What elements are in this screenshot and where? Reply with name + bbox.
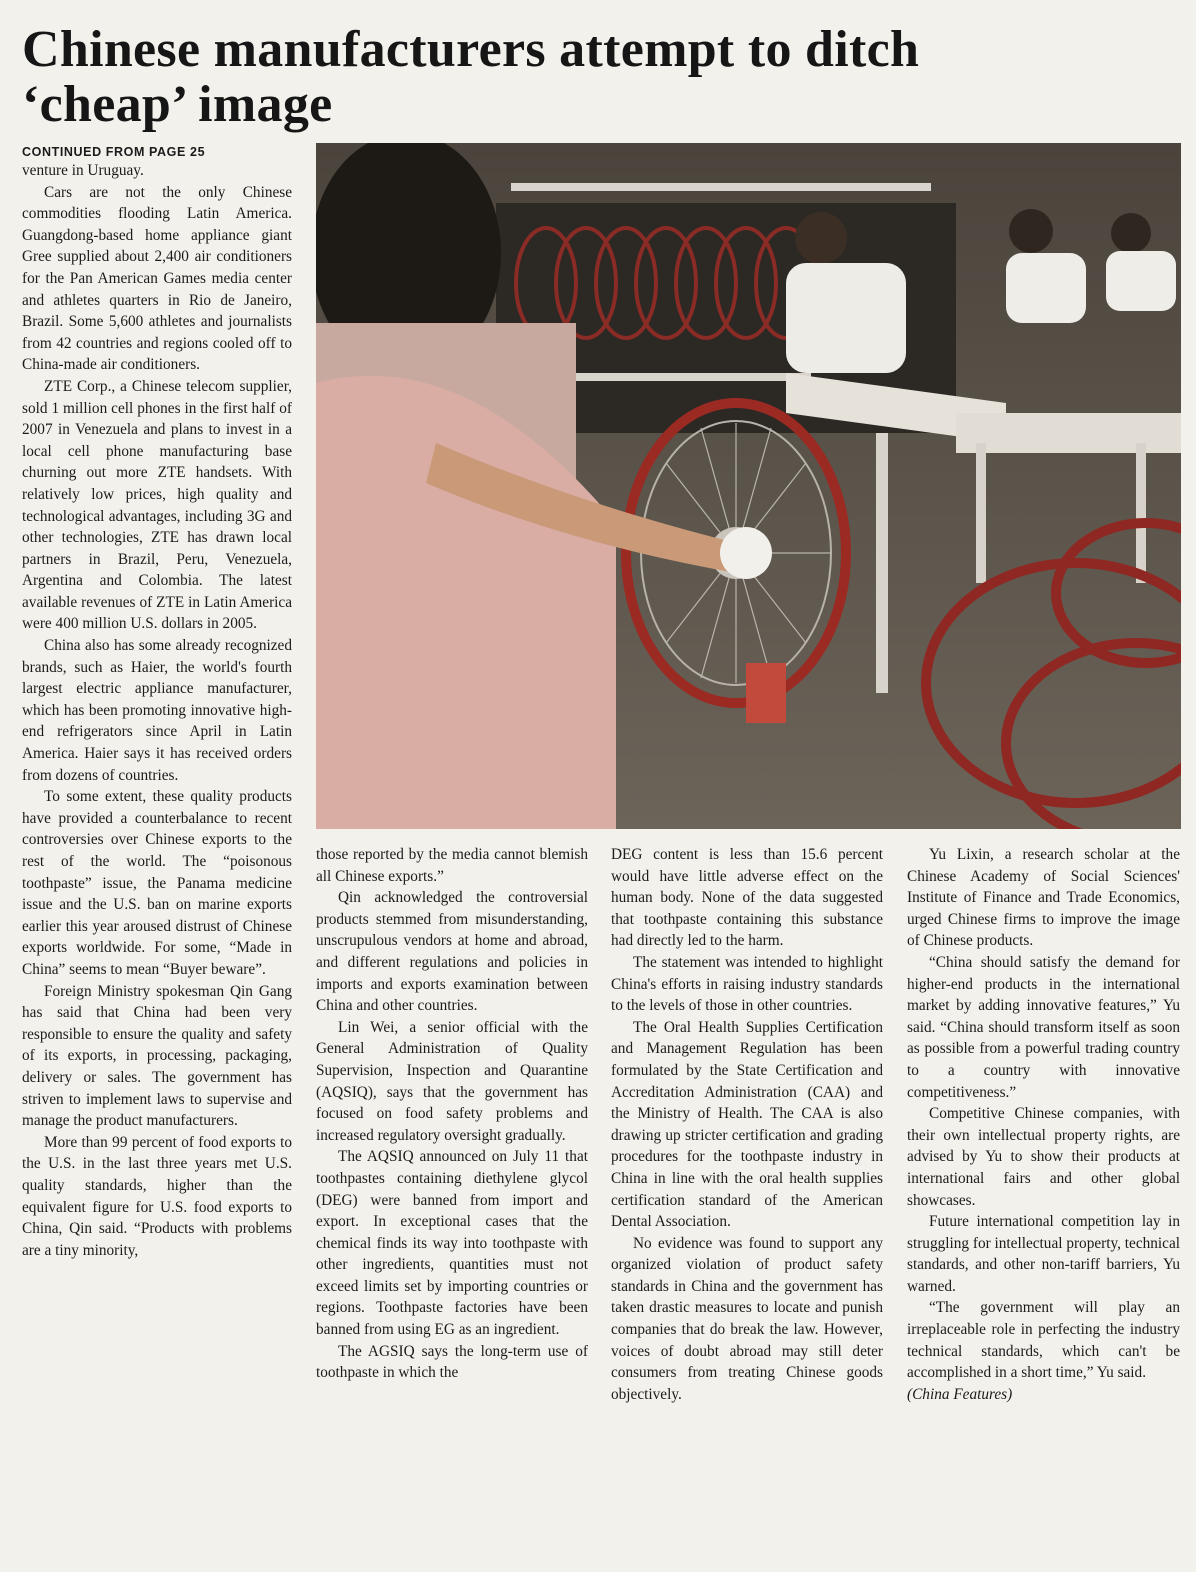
paragraph: ZTE Corp., a Chinese telecom supplier, sold 1 million cell phones in the first half of 2007 in Venezuela and plans to invest in a local cell phone manufacturing base churning out more ZTE handsets. With relatively low prices, high quality and technological advantages, including 3G and other technologies, ZTE has drawn local partners in Brazil, Peru, Venezuela, Argentina and Colombia. The latest available revenues of ZTE in Latin America were 400 million U.S. dollars in 2005. <box>22 377 292 633</box>
paragraph: “China should satisfy the demand for higher-end products in the international market by adding innovative features,” Yu said. “China should transform itself as soon as possible from a powerful trading country to a country with innovative competitiveness.” <box>907 953 1180 1101</box>
factory-photo <box>316 143 1181 829</box>
paragraph: Lin Wei, a senior official with the General Administration of Quality Supervision, Inspection and Quarantine (AQSIQ), says that the government has focused on food safety problems and increased regulatory oversight gradually. <box>316 1018 588 1144</box>
article-credit: (China Features) <box>907 1385 1013 1403</box>
paragraph: The AGSIQ says the long-term use of toothpaste in which the <box>316 1342 588 1382</box>
paragraph: The statement was intended to highlight China's efforts in raising industry standards to the levels of those in other countries. <box>611 953 883 1015</box>
paragraph: Qin acknowledged the controversial products stemmed from misunderstanding, unscrupulous vendors at home and abroad, and different regulations and policies in imports and exports examination between China and other countries. <box>316 889 588 1015</box>
paragraph: No evidence was found to support any organized violation of product safety standards in China and the government has taken drastic measures to locate and punish companies that do break the law. However, voices of doubt abroad may still deter consumers from treating Chinese goods objectively. <box>611 1234 883 1403</box>
paragraph: Competitive Chinese companies, with their own intellectual property rights, are advised by Yu to show their products at international fairs and other global showcases. <box>907 1105 1180 1209</box>
paragraph: those reported by the media cannot blemish all Chinese exports.” <box>316 846 588 885</box>
headline <box>22 22 1022 132</box>
paragraph: Foreign Ministry spokesman Qin Gang has said that China had been very responsible to ensure the quality and safety of its exports, in processing, packaging, delivery or sales. The government has striven to implement laws to supervise and manage the product manufacturers. <box>22 982 292 1130</box>
paragraph: venture in Uruguay. <box>22 162 144 179</box>
headline-line-2: ‘cheap’ image <box>22 76 333 133</box>
paragraph: Yu Lixin, a research scholar at the Chinese Academy of Social Sciences' Institute of Finance and Trade Economics, urged Chinese firms to improve the image of Chinese products. <box>907 846 1180 950</box>
continued-from-label: CONTINUED FROM PAGE 25 <box>22 145 206 159</box>
paragraph: More than 99 percent of food exports to the U.S. in the last three years met U.S. quality standards, higher than the equivalent figure for U.S. food exports to China, Qin said. “Products with problems are a tiny minority, <box>22 1133 292 1259</box>
paragraph: Cars are not the only Chinese commodities flooding Latin America. Guangdong-based home appliance giant Gree supplied about 2,400 air conditioners for the Pan American Games media center and athletes quarters in Rio de Janeiro, Brazil. Some 5,600 athletes and journalists from 42 countries and regions cooled off to China-made air conditioners. <box>22 183 292 374</box>
paragraph: China also has some already recognized brands, such as Haier, the world's fourth largest electric appliance manufacturer, which has been promoting innovative high-end refrigerators since April in Latin America. Haier says it has received orders from dozens of countries. <box>22 637 292 784</box>
headline-line-1: Chinese manufacturers attempt to ditch <box>22 21 920 78</box>
paragraph: The Oral Health Supplies Certification and Management Regulation has been formulated by the State Certification and Accreditation Administration (CAA) and the Ministry of Health. The CAA is also drawing up stricter certification and grading procedures for the toothpaste industry in China in line with the oral health supplies certification standard of the American Dental Association. <box>611 1018 883 1231</box>
article-column-3 <box>611 844 883 1405</box>
factory-photo-image <box>316 143 1181 829</box>
paragraph: Future international competition lay in struggling for intellectual property, technical standards, and other non-tariff barriers, Yu warned. <box>907 1213 1180 1295</box>
paragraph: The AQSIQ announced on July 11 that toothpastes containing diethylene glycol (DEG) were banned from import and export. In exceptional cases that the chemical finds its way into toothpaste with other ingredients, quantities must not exceed limits set by importing countries or regions. Toothpaste factories have been banned from using EG as an ingredient. <box>316 1148 588 1339</box>
article-column-1 <box>22 160 292 1261</box>
paragraph: DEG content is less than 15.6 percent would have little adverse effect on the human body. None of the data suggested that toothpaste containing this substance had directly led to the harm. <box>611 846 883 950</box>
paragraph: “The government will play an irreplaceable role in perfecting the industry technical standards, which can't be accomplished in a short time,” Yu said. <box>907 1299 1180 1382</box>
paragraph: To some extent, these quality products have provided a counterbalance to recent controversies over Chinese exports to the rest of the world. The “poisonous toothpaste” issue, the Panama medicine issue and the U.S. ban on marine exports earlier this year aroused distrust of Chinese exports worldwide. For some, “Made in China” seems to mean “Buyer beware”. <box>22 788 292 978</box>
article-column-2 <box>316 844 588 1384</box>
article-column-4 <box>907 844 1180 1405</box>
